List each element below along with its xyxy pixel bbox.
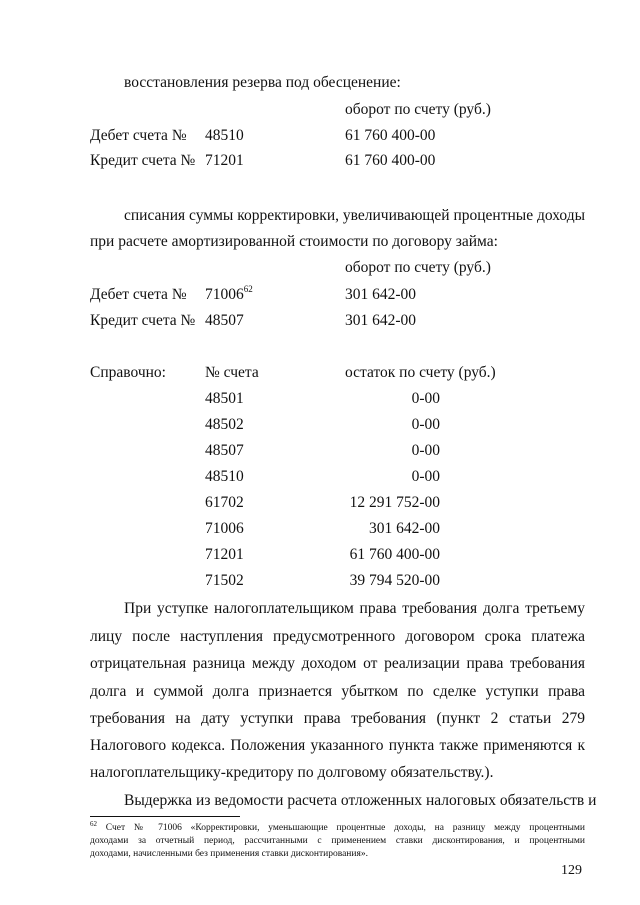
block2-debit-account — [205, 286, 253, 304]
footnote-line1 — [90, 822, 585, 834]
block2-intro-line2: при расчете амортизированной стоимости по договору займа: — [90, 233, 498, 250]
reference-row-balance: 0-00 — [411, 468, 440, 485]
paragraph-line: Налогового кодекса. Положения указанного пункта также применяются к — [90, 737, 585, 754]
page-number: 129 — [561, 863, 582, 878]
block2-turnover-header: оборот по счету (руб.) — [345, 259, 491, 276]
block1-turnover-header: оборот по счету (руб.) — [345, 101, 491, 118]
block1-intro: восстановления резерва под обесценение: — [124, 74, 401, 91]
reference-row-account: 48510 — [205, 468, 244, 485]
reference-row-account: 71502 — [205, 572, 244, 589]
paragraph-line: требования на дату уступки права требования (пункт 2 статьи 279 — [90, 710, 585, 727]
footnote-line3: доходами, начисленными без применения ставки дисконтирования». — [90, 849, 368, 859]
reference-col-balance: остаток по счету (руб.) — [345, 364, 496, 381]
reference-col-account: № счета — [205, 364, 259, 381]
block1-credit-label: Кредит счета № — [90, 152, 196, 169]
paragraph-line: налогоплательщику-кредитору по долговому обязательству.). — [90, 764, 494, 781]
footnote-line1-text: Счет № 71006 «Корректировки, уменьшающие процентные доходы, на разницу между процентными — [105, 823, 585, 833]
footnote-divider — [90, 816, 240, 817]
reference-row-account: 48507 — [205, 442, 244, 459]
reference-row-balance: 301 642-00 — [368, 520, 440, 537]
reference-row-balance: 61 760 400-00 — [349, 546, 440, 563]
block2-intro-line1: списания суммы корректировки, увеличивающей процентные доходы — [124, 207, 585, 224]
reference-row-balance: 0-00 — [411, 390, 440, 407]
reference-row-balance: 0-00 — [411, 442, 440, 459]
reference-row-balance: 12 291 752-00 — [349, 494, 440, 511]
reference-row-account: 48502 — [205, 416, 244, 433]
reference-row-account: 71201 — [205, 546, 244, 563]
block2-credit-amount: 301 642-00 — [345, 312, 417, 329]
paragraph-line: долга и суммой долга признается убытком по сделке уступки права — [90, 683, 585, 700]
reference-label: Справочно: — [90, 364, 166, 381]
block2-debit-amount: 301 642-00 — [345, 286, 417, 303]
footnote-ref-62: 62 — [243, 284, 253, 294]
block2-credit-account: 48507 — [205, 312, 244, 329]
block2-credit-label: Кредит счета № — [90, 312, 196, 329]
footnote-line2: доходами за отчетный период, рассчитанными с применением ставки дисконтирования, и процентными — [90, 836, 585, 846]
block1-debit-account: 48510 — [205, 127, 244, 144]
last-line: Выдержка из ведомости расчета отложенных налоговых обязательств и — [124, 792, 597, 809]
block1-credit-account: 71201 — [205, 152, 244, 169]
reference-row-account: 48501 — [205, 390, 244, 407]
reference-row-balance: 0-00 — [411, 416, 440, 433]
paragraph-line: отрицательная разница между доходом от реализации права требования — [90, 655, 585, 672]
paragraph-line: лицу после наступления предусмотренного договором срока платежа — [90, 628, 585, 645]
paragraph-line: При уступке налогоплательщиком права требования долга третьему — [124, 600, 585, 617]
block2-debit-label: Дебет счета № — [90, 286, 187, 303]
reference-row-account: 71006 — [205, 520, 244, 537]
footnote-number: 62 — [90, 820, 97, 828]
reference-row-balance: 39 794 520-00 — [349, 572, 440, 589]
block1-credit-amount: 61 760 400-00 — [345, 152, 436, 169]
reference-row-account: 61702 — [205, 494, 244, 511]
block1-debit-amount: 61 760 400-00 — [345, 127, 436, 144]
block2-debit-account-number: 71006 — [205, 286, 244, 303]
block1-debit-label: Дебет счета № — [90, 127, 187, 144]
